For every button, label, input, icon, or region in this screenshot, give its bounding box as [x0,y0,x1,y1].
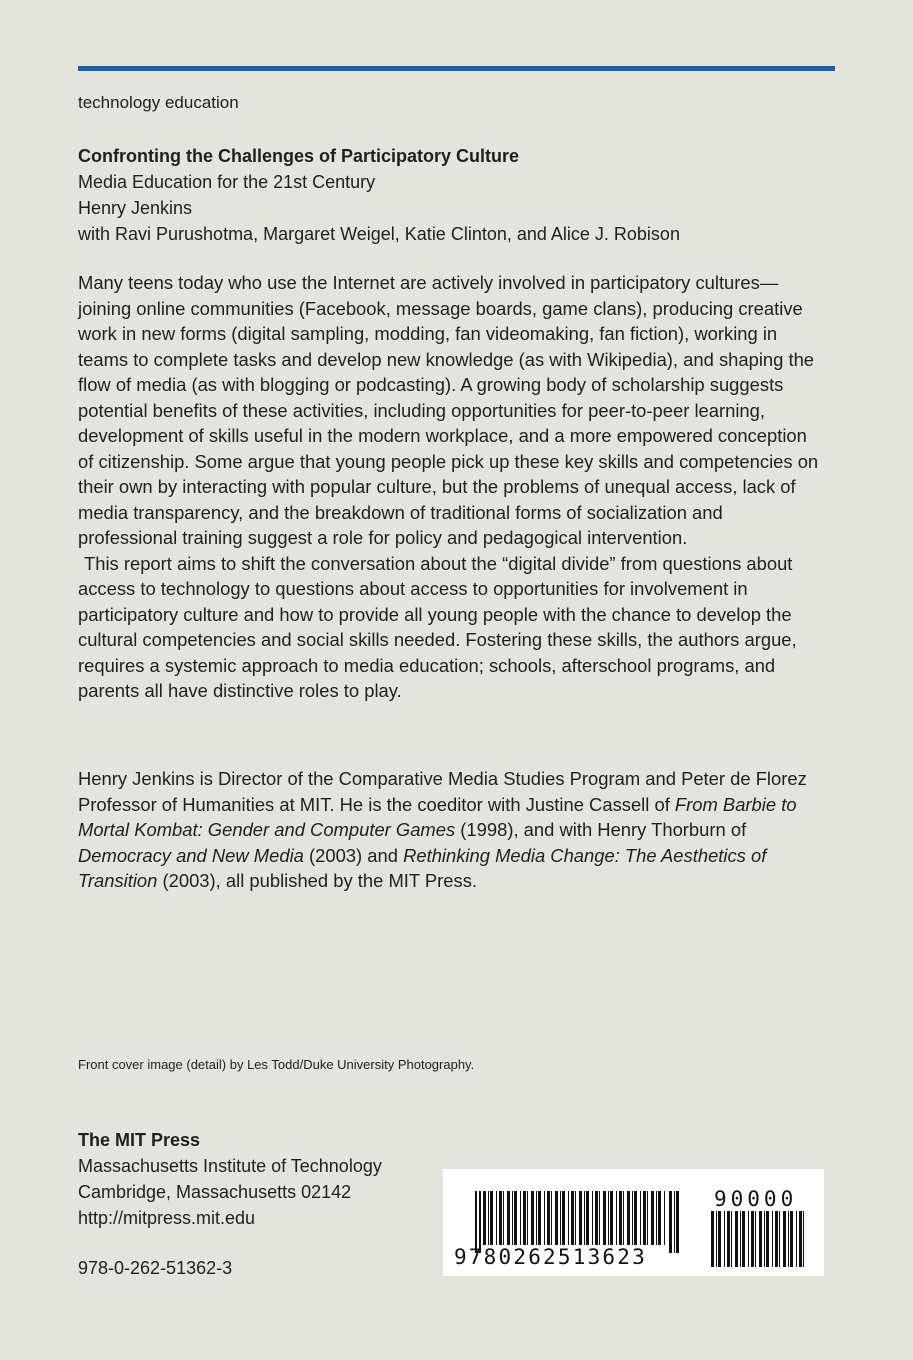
publisher-url[interactable]: http://mitpress.mit.edu [78,1208,256,1228]
bio-text-2: (1998), and with Henry Thorburn of [455,819,747,840]
bio-text-4: (2003), all published by the MIT Press. [157,870,477,891]
bio-book-2: Democracy and New Media [78,844,304,866]
barcode-bar [579,1191,582,1245]
barcode-bar [586,1191,589,1245]
barcode-bar [575,1191,576,1245]
barcode-bar [656,1191,657,1245]
barcode-bar [651,1191,654,1245]
barcode-bar [788,1211,789,1267]
barcode-bar [658,1191,661,1245]
barcode-bar [560,1191,561,1245]
barcode-bar [764,1211,765,1267]
barcode-bar [735,1211,738,1267]
barcode-bar [748,1211,749,1267]
barcode-bar [503,1191,504,1245]
barcode-bar [751,1211,754,1267]
barcode-bar [531,1191,534,1245]
barcode-bar [514,1191,517,1245]
book-coauthors: with Ravi Purushotma, Margaret Weigel, Katie Clinton, and Alice J. Robison [78,224,680,244]
barcode-bar [676,1191,679,1253]
book-subtitle: Media Education for the 21st Century [78,172,376,192]
barcode-bar [634,1191,637,1245]
barcode-bar [483,1191,486,1245]
barcode-bar [603,1191,606,1245]
barcode-bar [724,1211,725,1267]
barcode-bar [742,1211,745,1267]
cover-credit: Front cover image (detail) by Les Todd/Duke University Photography. [78,1057,475,1072]
barcode-bar [718,1211,721,1267]
barcode-bar [571,1191,574,1245]
barcode-bar [536,1191,537,1245]
barcode-bar [584,1191,585,1245]
barcode-bar [599,1191,600,1245]
barcode-guard-bar [479,1191,481,1253]
barcode-bar [488,1191,489,1245]
barcode-bar [803,1211,804,1267]
barcode-bar [640,1191,641,1245]
publisher-city: Cambridge, Massachusetts 02142 [78,1182,352,1202]
barcode-bar [799,1211,802,1267]
title-block [78,143,838,247]
series-label: technology education [78,93,239,112]
barcode-bar [496,1191,497,1245]
description [78,270,824,704]
barcode-bar [562,1191,565,1245]
barcode-bar [499,1191,502,1245]
book-author: Henry Jenkins [78,198,193,218]
barcode-bar [632,1191,633,1245]
author-bio [78,766,824,894]
barcode-bar [523,1191,526,1245]
barcode-bar [647,1191,648,1245]
barcode-bar [608,1191,609,1245]
publisher-institution: Massachusetts Institute of Technology [78,1156,382,1176]
barcode-bar [490,1191,493,1245]
barcode-bar [527,1191,528,1245]
barcode-bar [520,1191,521,1245]
barcode-price-digits: 90000 [714,1187,798,1211]
barcode-bar [711,1211,714,1267]
barcode-bar [716,1211,717,1267]
barcode-bar [592,1191,593,1245]
barcode-bar [616,1191,617,1245]
barcode-bar [766,1211,769,1267]
publisher-name: The MIT Press [78,1130,201,1150]
barcode-bar [619,1191,622,1245]
barcode-bar [674,1191,675,1253]
barcode-bar [759,1211,762,1267]
description-paragraph-1: Many teens today who use the Internet are actively involved in participatory cultures—joining online communities (Facebook, message boards, game clans), producing creative work in new forms (digital sampling, modding, fan videomaking, fan fiction), working in teams to complete tasks and develop new knowledge (as with Wikipedia), and shaping the flow of media (as with blogging or podcasting). A growing body of scholarship suggests potential benefits of these activities, including opportunities for peer-to-peer learning, development of skills useful in the modern workplace, and a more empowered conception of citizenship. Some argue that young people pick up these key skills and competencies on their own by interacting with popular culture, but the problems of unequal access, lack of media transparency, and the breakdown of traditional forms of socialization and professional training suggest a role for policy and pedagogical intervention. [78,272,819,548]
barcode-bar [507,1191,510,1245]
barcode-bar [623,1191,624,1245]
barcode-main-digits: 9780262513623 [454,1245,647,1269]
barcode-bar [731,1211,732,1267]
isbn-number: 978-0-262-51362-3 [78,1258,233,1278]
barcode-bar [610,1191,613,1245]
barcode-bar [595,1191,598,1245]
barcode-bar [755,1211,756,1267]
barcode-bar [775,1211,778,1267]
barcode-bar [538,1191,541,1245]
barcode-guard-bar [475,1191,477,1253]
bio-book-3: Rethinking Media Change: The Aesthetics of Transition [78,844,767,891]
book-title: Confronting the Challenges of Participatory Culture [78,146,520,166]
barcode-bar [727,1211,730,1267]
barcode-bar [790,1211,793,1267]
barcode-bar [544,1191,545,1245]
barcode-bar [664,1191,665,1245]
barcode-bar [512,1191,513,1245]
barcode [443,1169,824,1276]
description-paragraph-2: This report aims to shift the conversation about the “digital divide” from questions about access to technology to questions about access to opportunities for involvement in participatory culture and how to provide all young people with the chance to develop the cultural competencies and social skills needed. Fostering these skills, the authors argue, requires a systemic approach to media education; schools, afterschool programs, and parents all have distinctive roles to play. [78,552,797,701]
barcode-bar [796,1211,797,1267]
barcode-bar [627,1191,630,1245]
barcode-bar [547,1191,550,1245]
barcode-bar [783,1211,786,1267]
barcode-bar [772,1211,773,1267]
barcode-bar [568,1191,569,1245]
barcode-bar [779,1211,780,1267]
barcode-bar [643,1191,646,1245]
barcode-bar [669,1191,672,1253]
author-bio-text [78,766,824,894]
barcode-bar [551,1191,552,1245]
barcode-bar [740,1211,741,1267]
bio-text-3: (2003) and [303,844,404,866]
bio-book-1: From Barbie to Mortal Kombat: Gender and Computer Games [78,793,797,840]
barcode-bar [555,1191,558,1245]
bio-text-1: Henry Jenkins is Director of the Comparative Media Studies Program and Peter de Florez Professor of Humanities at MIT. He is the coeditor with Justine Cassell of [78,768,807,815]
publisher-block [78,1127,382,1231]
top-rule [78,66,835,71]
